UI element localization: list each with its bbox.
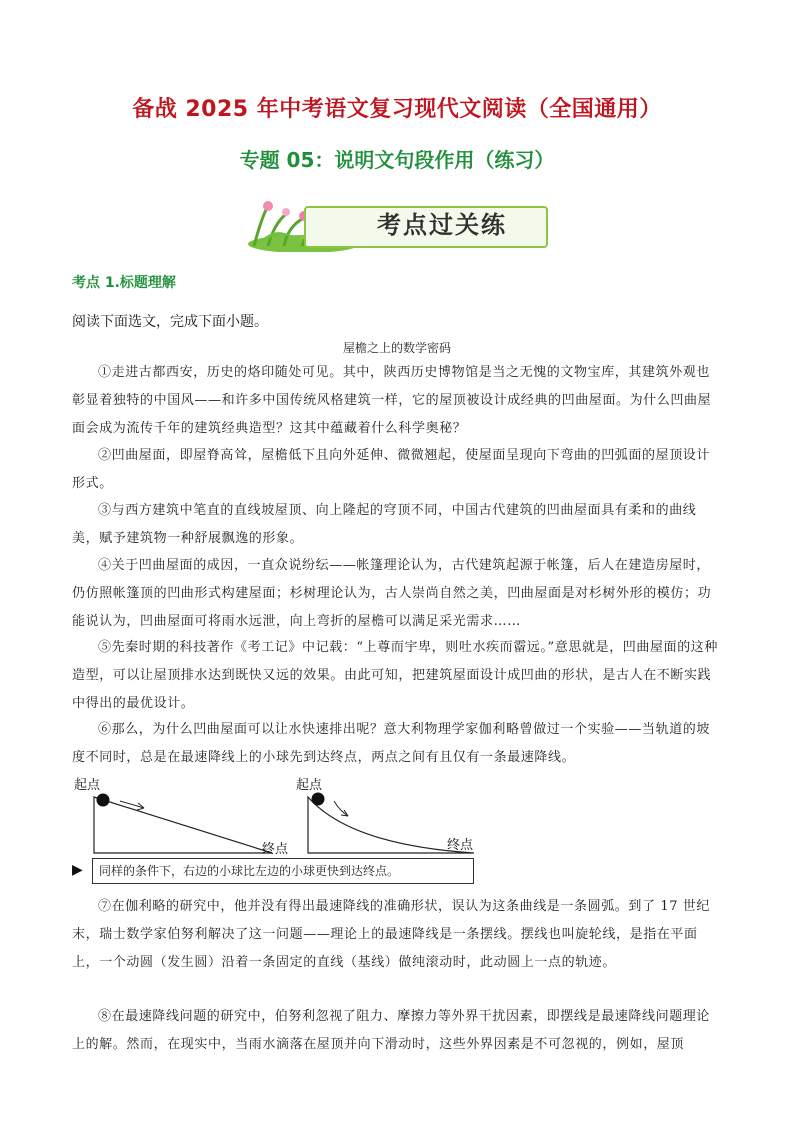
- end-label-left: 终点: [262, 842, 289, 857]
- caption-marker-icon: ▶: [72, 862, 83, 878]
- paragraph-4: ④关于凹曲屋面的成因，一直众说纷纭——帐篷理论认为，古代建筑起源于帐篷，后人在建造房屋时，仍仿照帐篷顶的凹曲形式构建屋面；杉树理论认为，古人崇尚自然之美，凹曲屋面是对杉树外形的模仿；功能说认为，凹曲屋面可将雨水远泄，向上弯折的屋檐可以满足采光需求……: [72, 558, 712, 629]
- document-title: 备战 2025 年中考语文复习现代文阅读（全国通用）: [132, 97, 662, 122]
- paragraph-5: ⑤先秦时期的科技著作《考工记》中记载：“上尊而宇卑，则吐水疾而霤远。”意思就是，凹曲屋面的这种造型，可以让屋顶排水达到既快又远的效果。由此可知，把建筑屋面设计成凹曲的形状，是古人在不断实践中得出的最优设计。: [72, 640, 718, 711]
- end-label-right: 终点: [447, 838, 474, 853]
- start-label-left: 起点: [74, 778, 101, 793]
- paragraph-7: ⑦在伽利略的研究中，他并没有得出最速降线的准确形状，误认为这条曲线是一条圆弧。到了 17 世纪末，瑞士数学家伯努利解决了这一问题——理论上的最速降线是一条摆线。摆线也叫旋轮线，是指在平面上，一个动圆（发生圆）沿着一条固定的直线（基线）做纯滚动时，此动圆上一点的轨迹。: [72, 899, 711, 970]
- paragraph-6: ⑥那么，为什么凹曲屋面可以让水快速排出呢？意大利物理学家伽利略曾做过一个实验——当轨道的坡度不同时，总是在最速降线上的小球先到达终点，两点之间有且仅有一条最速降线。: [72, 722, 711, 765]
- paragraph-2: ②凹曲屋面，即屋脊高耸，屋檐低下且向外延伸、微微翘起，使屋面呈现向下弯曲的凹弧面的屋顶设计形式。: [72, 448, 711, 491]
- start-label-right: 起点: [296, 778, 323, 793]
- figure-caption: 同样的条件下，右边的小球比左边的小球更快到达终点。: [92, 858, 474, 884]
- ball-right-icon: [312, 793, 325, 806]
- section-heading: 考点 1.标题理解: [72, 275, 176, 291]
- banner-label: 考点过关练: [377, 211, 507, 239]
- paragraph-3: ③与西方建筑中笔直的直线坡屋顶、向上隆起的穹顶不同，中国古代建筑的凹曲屋面具有柔和的曲线美，赋予建筑物一种舒展飘逸的形象。: [72, 503, 697, 546]
- document-subtitle: 专题 05：说明文句段作用（练习）: [239, 148, 555, 172]
- paragraph-8: ⑧在最速降线问题的研究中，伯努利忽视了阻力、摩擦力等外界干扰因素，即摆线是最速降线问题理论上的解。然而，在现实中，当雨水滴落在屋顶并向下滑动时，这些外界因素是不可忽视的，例如，屋顶: [72, 1009, 711, 1052]
- article-title: 屋檐之上的数学密码: [342, 341, 451, 355]
- straight-ramp-diagram: [94, 794, 272, 854]
- paragraph-1: ①走进古都西安，历史的烙印随处可见。其中，陕西历史博物馆是当之无愧的文物宝库，其建筑外观也彰显着独特的中国风——和许多中国传统风格建筑一样，它的屋顶被设计成经典的凹曲屋面。为什么凹曲屋面会成为流传千年的建筑经典造型？这其中蕴藏着什么科学奥秘？: [72, 365, 712, 436]
- ball-left-icon: [97, 794, 110, 807]
- reading-instruction: 阅读下面选文，完成下面小题。: [72, 314, 268, 330]
